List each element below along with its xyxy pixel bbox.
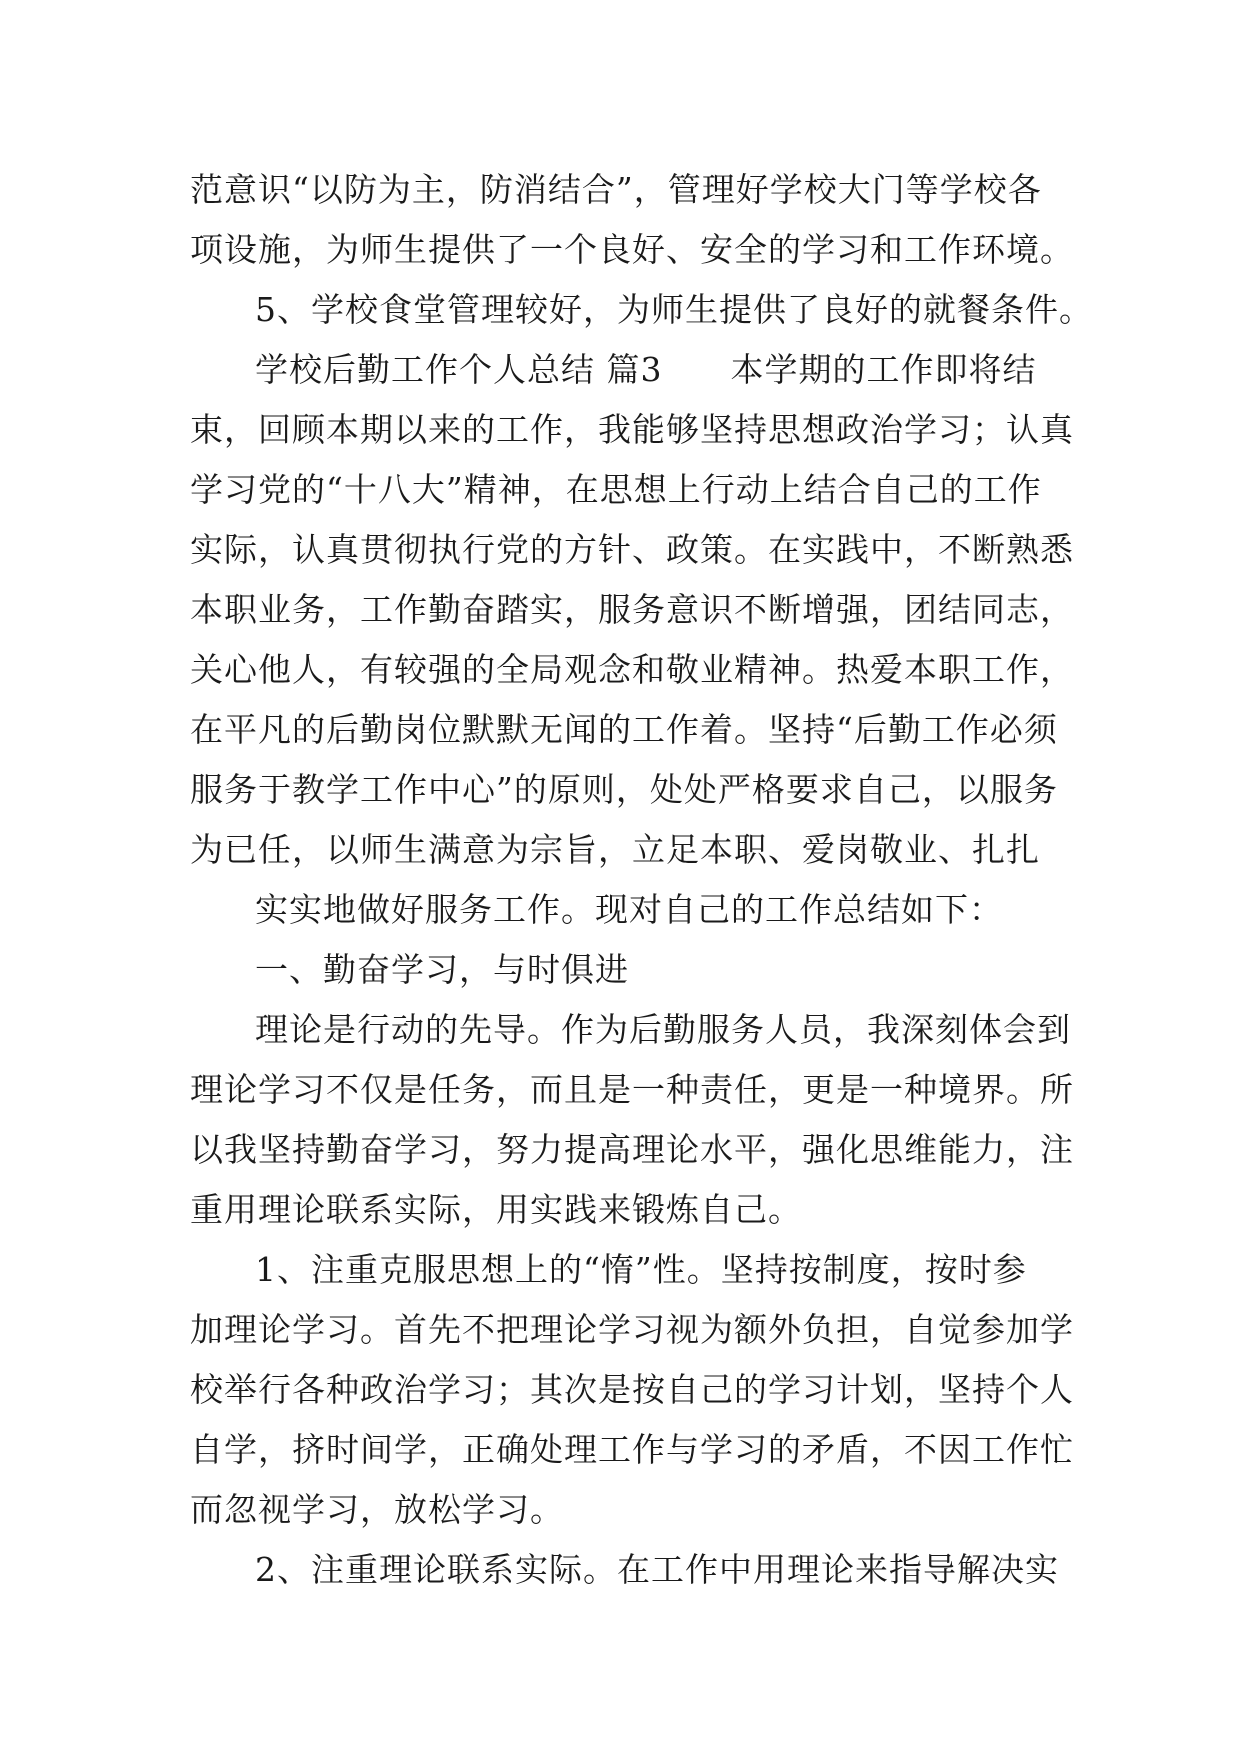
text-line: 本职业务，工作勤奋踏实，服务意识不断增强，团结同志， [190,590,1074,629]
paragraph-start-line: 2、注重理论联系实际。在工作中用理论来指导解决实 [255,1550,1059,1589]
text-line: 以我坚持勤奋学习，努力提高理论水平，强化思维能力，注 [190,1130,1074,1169]
text-line: 项设施，为师生提供了一个良好、安全的学习和工作环境。 [190,230,1074,269]
text-line: 自学，挤时间学，正确处理工作与学习的矛盾，不因工作忙 [190,1430,1074,1469]
text-line: 服务于教学工作中心”的原则，处处严格要求自己，以服务 [190,770,1058,809]
paragraph-start-line: 理论是行动的先导。作为后勤服务人员，我深刻体会到 [255,1010,1071,1049]
text-line: 范意识“以防为主，防消结合”，管理好学校大门等学校各 [190,170,1042,209]
text-line: 校举行各种政治学习；其次是按自己的学习计划，坚持个人 [190,1370,1074,1409]
text-line: 束，回顾本期以来的工作，我能够坚持思想政治学习；认真 [190,410,1074,449]
paragraph-start-line: 1、注重克服思想上的“惰”性。坚持按制度，按时参 [255,1250,1027,1289]
text-line: 而忽视学习，放松学习。 [190,1490,564,1529]
text-line: 加理论学习。首先不把理论学习视为额外负担，自觉参加学 [190,1310,1074,1349]
text-line: 重用理论联系实际，用实践来锻炼自己。 [190,1190,802,1229]
text-line: 为已任，以师生满意为宗旨，立足本职、爱岗敬业、扎扎 [190,830,1040,869]
text-line: 理论学习不仅是任务，而且是一种责任，更是一种境界。所 [190,1070,1074,1109]
paragraph-start-line: 5、学校食堂管理较好，为师生提供了良好的就餐条件。 [255,290,1093,329]
section-heading-line: 学校后勤工作个人总结 篇3 本学期的工作即将结 [255,350,1037,389]
text-line: 在平凡的后勤岗位默默无闻的工作着。坚持“后勤工作必须 [190,710,1058,749]
text-line: 实际，认真贯彻执行党的方针、政策。在实践中，不断熟悉 [190,530,1074,569]
text-line: 学习党的“十八大”精神，在思想上行动上结合自己的工作 [190,470,1042,509]
subheading-line: 一、勤奋学习，与时俱进 [255,950,629,989]
paragraph-start-line: 实实地做好服务工作。现对自己的工作总结如下： [255,890,1003,929]
text-line: 关心他人，有较强的全局观念和敬业精神。热爱本职工作， [190,650,1074,689]
